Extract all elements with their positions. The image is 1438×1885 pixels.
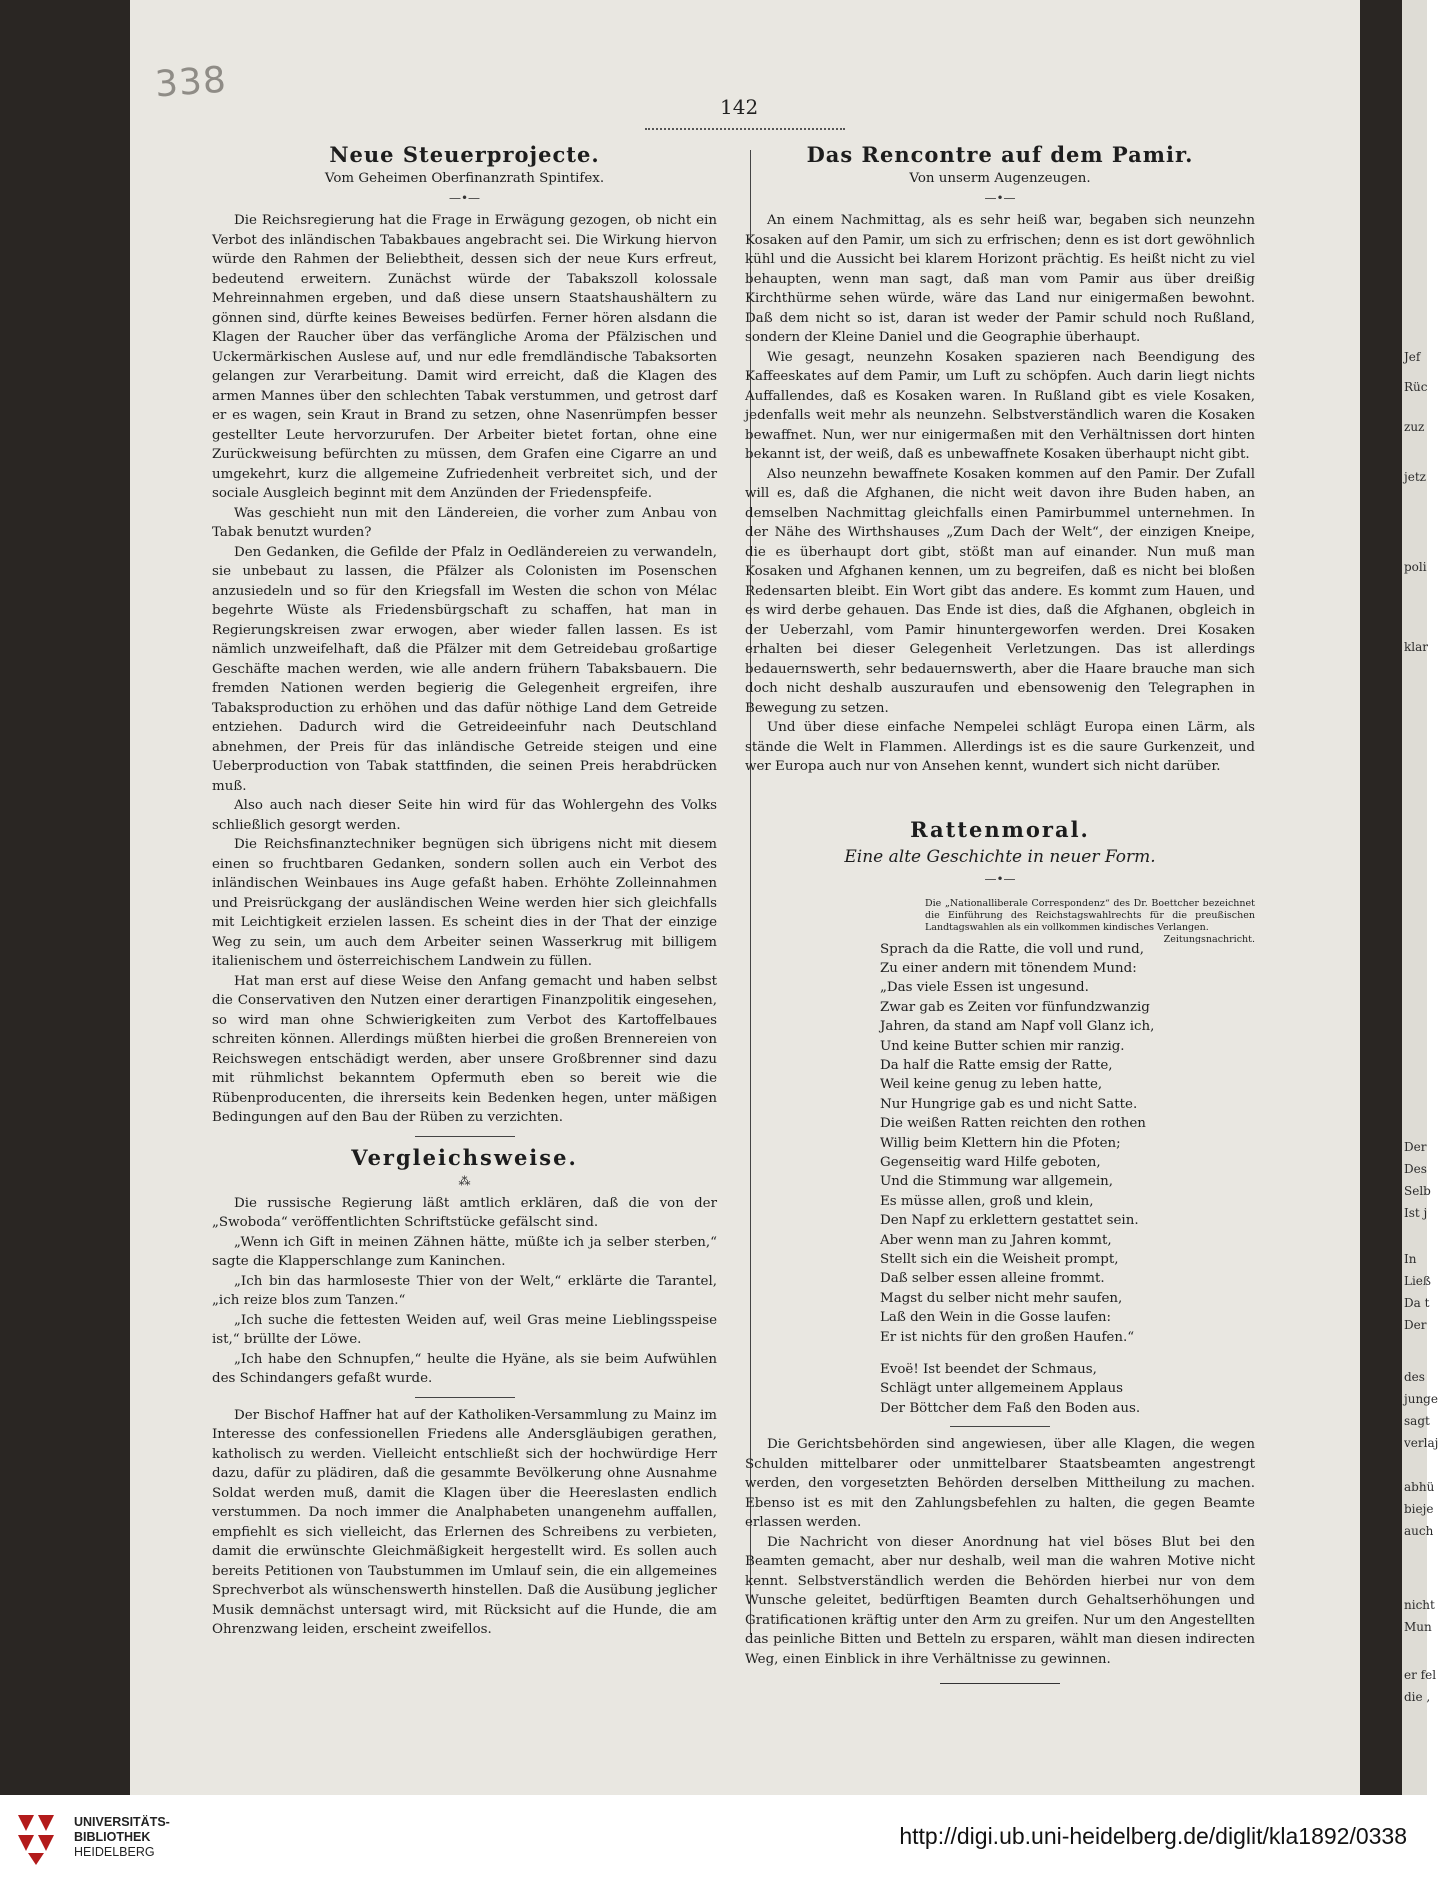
poem-line: Laß den Wein in die Gosse laufen:	[880, 1310, 1112, 1326]
paragraph: Hat man erst auf diese Weise den Anfang gemacht und haben selbst die Conservativen den Nutzen einer derartigen Finanzpolitik eingesehen, so wird man ohne Schwierigkeiten zum Verbot des Kartoffelbaues schreiten können. Allerdings müßten hierbei die großen Brennereien von Reichswegen entschädigt werden, aber unsere Großbrenner sind dazu mit rühmlichst bekanntem Opfermuth eben so bereit wie die Rübenproducenten, die ihrerseits kein Bedenken hegen, unter mäßigen Bedingungen auf den Bau der Rüben zu verzichten.	[212, 973, 717, 1125]
paragraph: „Ich bin das harmloseste Thier von der Welt,“ erklärte die Tarantel, „ich reize blos zum Tanzen.“	[212, 1273, 717, 1308]
strip-fragment: jetz	[1404, 470, 1426, 484]
paragraph: Und über diese einfache Nempelei schlägt Europa einen Lärm, als stände die Welt in Flammen. Allerdings ist es die saure Gurkenzeit, und wer Europa auch nur von Ansehen kennt, wundert sich nicht darüber.	[745, 720, 1255, 774]
strip-fragment: Der	[1404, 1318, 1427, 1332]
poem-line: Stellt sich ein die Weisheit prompt,	[880, 1252, 1119, 1267]
poem-line: Schlägt unter allgemeinem Applaus	[880, 1381, 1124, 1397]
poem	[880, 940, 1255, 1348]
library-line: UNIVERSITÄTS-	[74, 1815, 170, 1829]
poem-line: Und keine Butter schien mir ranzig.	[880, 1038, 1125, 1054]
strip-fragment: Da t	[1404, 1296, 1430, 1310]
library-line: BIBLIOTHEK	[74, 1830, 151, 1844]
paragraph: Wie gesagt, neunzehn Kosaken spazieren nach Beendigung des Kaffeeskates auf dem Pamir, um Luft zu schöpfen. Auch darin liegt nichts Auffallendes, daß es Kosaken waren. In Rußland gibt es viele Kosaken, jedenfalls weit mehr als neunzehn. Selbstverständlich waren die Kosaken bewaffnet. Nun, wer nur einigermaßen mit den Verhältnissen dort hinten bekannt ist, der weiß, daß es unbewaffnete Kosaken überhaupt nicht gibt.	[745, 349, 1255, 462]
strip-fragment: In	[1404, 1252, 1417, 1266]
strip-fragment: auch	[1404, 1524, 1434, 1538]
epigraph-source: Zeitungsnachricht.	[1163, 933, 1255, 945]
section-rule	[415, 1136, 515, 1137]
epigraph-text: Die „Nationalliberale Correspondenz“ des Dr. Boettcher bezeichnet die Einführung des Reichstagswahlrechts für die preußischen Landtagswahlen als ein vollkommen kindisches Verlangen.	[925, 897, 1255, 933]
strip-fragment: Mun	[1404, 1620, 1432, 1634]
library-name	[74, 1815, 170, 1860]
article-subtitle: Eine alte Geschichte in neuer Form.	[844, 846, 1156, 867]
end-rule	[940, 1683, 1060, 1684]
poem-line: Der Böttcher dem Faß den Boden aus.	[880, 1400, 1141, 1416]
footer-bar	[0, 1795, 1427, 1885]
paragraph: Die Nachricht von dieser Anordnung hat viel böses Blut bei den Beamten gemacht, aber nur deshalb, weil man die wahren Motive nicht kennt. Selbstverständlich werden die Behörden hierbei nur von dem Wunsche geleitet, bedürftigen Beamten durch Gehaltserhöhungen und Gratificationen kräftig unter den Arm zu greifen. Nur um den Angestellten das peinliche Bitten und Betteln zu ersparen, wählt man diesen indirecten Weg, einen Einblick in ihre Verhältnisse zu gewinnen.	[745, 1534, 1255, 1667]
strip-fragment: Der	[1404, 1140, 1427, 1154]
article-byline: Von unserm Augenzeugen.	[909, 171, 1091, 186]
paragraph: Der Bischof Haffner hat auf der Katholiken-Versammlung zu Mainz im Interesse des confessionellen Friedens alle Andersgläubigen gerathen, katholisch zu werden. Vielleicht entschließt sich der hochwürdige Herr dazu, dafür zu plädiren, daß die gesammte Bevölkerung ohne Ausnahme Soldat werden muß, damit die Klagen über die Heereslasten endlich verstummen. Da noch immer die Analphabeten unangenehm auffallen, empfiehlt es sich vielleicht, das Erlernen des Schreibens zu verbieten, damit die erwünschte Gleichmäßigkeit hergestellt wird. Es sollen auch bereits Petitionen von Taubstummen im Umlauf sein, die ein allgemeines Sprechverbot als wünschenswerth hinstellen. Daß die Ausübung jeglicher Musik demnächst untersagt wird, mit Rücksicht auf die Hunde, die am Ohrenzwang leiden, erscheint zweifellos.	[212, 1407, 717, 1637]
library-logo-icon	[14, 1809, 60, 1867]
ornament-divider: —•—	[984, 871, 1016, 886]
strip-fragment: zuz	[1404, 420, 1425, 434]
strip-fragment: Ist j	[1404, 1206, 1428, 1220]
poem-line: Zu einer andern mit tönendem Mund:	[880, 960, 1137, 976]
paragraph: Die Reichsfinanztechniker begnügen sich übrigens nicht mit diesem einen so fruchtbaren Gedanken, sondern sollen auch ein Verbot des inländischen Weinbaues ins Auge gefaßt haben. Erhöhte Zolleinnahmen und Preisrückgang der ausländischen Weine werden hier sich gleichfalls mit Leichtigkeit erzielen lassen. Es scheint dies in der That der einzige Weg zu sein, um auch dem Arbeiter seinen Wasserkrug mit billigem italienischem und österreichischem Landwein zu füllen.	[212, 837, 717, 969]
strip-fragment: er fel	[1404, 1668, 1437, 1682]
poem-line: Aber wenn man zu Jahren kommt,	[880, 1232, 1112, 1248]
paragraph: „Wenn ich Gift in meinen Zähnen hätte, müßte ich ja selber sterben,“ sagte die Klapperschlange zum Kaninchen.	[212, 1234, 717, 1269]
ornament-divider: —•—	[984, 191, 1016, 205]
article-title: Rattenmoral.	[910, 816, 1090, 842]
article-title: Neue Steuerprojecte.	[329, 142, 600, 167]
paragraph: „Ich suche die fettesten Weiden auf, weil Gras meine Lieblingsspeise ist,“ brüllte der Löwe.	[212, 1312, 717, 1347]
strip-fragment: klar	[1404, 640, 1428, 654]
poem-line: Den Napf zu erklettern gestattet sein.	[880, 1213, 1139, 1229]
strip-fragment: verlaj	[1404, 1436, 1438, 1450]
poem-line: „Das viele Essen ist ungesund.	[880, 980, 1089, 996]
paragraph: Was geschieht nun mit den Ländereien, die vorher zum Anbau von Tabak benutzt wurden?	[212, 505, 717, 540]
ornament-divider: ⁂	[458, 1173, 471, 1188]
paragraph: „Ich habe den Schnupfen,“ heulte die Hyäne, als sie beim Aufwühlen des Schindangers gefaßt wurde.	[212, 1351, 717, 1386]
page-number: 142	[720, 95, 759, 119]
paragraph: An einem Nachmittag, als es sehr heiß war, begaben sich neunzehn Kosaken auf den Pamir, um sich zu erfrischen; denn es ist dort gewöhnlich kühl und die Aussicht bei klarem Horizont prächtig. Es heißt nicht zu viel behaupten, wenn man sagt, daß man vom Pamir aus über dreißig Kirchthürme sehen würde, wäre das Land nur einigermaßen bewohnt. Daß dem nicht so ist, daran ist weder der Pamir schuld noch Rußland, sondern der Kleine Daniel und die Geographie überhaupt.	[745, 213, 1255, 345]
paragraph: Die Reichsregierung hat die Frage in Erwägung gezogen, ob nicht ein Verbot des inländischen Tabakbaues angebracht sei. Die Wirkung hiervon würde den Rahmen der Beliebtheit, dessen sich der neue Kurs erfreut, bedeutend erweitern. Zunächst würde der Tabakszoll kolossale Mehreinnahmen ergeben, und daß diese unsern Staatshaushältern zu gönnen sind, dürfte keines Beweises bedürfen. Ferner hören alsdann die Klagen der Raucher über das verfängliche Aroma der Pfälzischen und Uckermärkischen Auslese auf, und nur edle fremdländische Tabaksorten gelangen zur Verarbeitung. Damit wird erreicht, daß die Klagen des armen Mannes über den schlechten Tabak verstummen, und getrost darf er es wagen, sein Kraut in Brand zu setzen, ohne Nasenrümpfen besser gestellter Leute hervorzurufen. Der Arbeiter bietet fortan, ohne eine Zurückweisung befürchten zu müssen, dem Grafen eine Cigarre an und umgekehrt, kurz die allgemeine Zufriedenheit verbreitet sich, und der sociale Ausgleich beginnt mit dem Anzünden der Friedenspfeife.	[212, 213, 717, 501]
right-column	[745, 142, 1255, 1684]
left-column	[212, 142, 717, 1640]
strip-fragment: des	[1404, 1370, 1425, 1384]
strip-fragment: bieje	[1404, 1502, 1434, 1516]
strip-fragment: Des	[1404, 1162, 1427, 1176]
strip-fragment: poli	[1404, 560, 1427, 574]
epigraph	[925, 897, 1255, 945]
poem-line: Es müsse allen, groß und klein,	[880, 1193, 1094, 1209]
section-rule	[950, 1426, 1050, 1427]
strip-fragment: sagt	[1404, 1414, 1430, 1428]
strip-fragment: nicht	[1404, 1598, 1435, 1612]
poem-line: Und die Stimmung war allgemein,	[880, 1174, 1114, 1190]
poem-line: Zwar gab es Zeiten vor fünfundzwanzig	[880, 999, 1150, 1015]
poem-line: Da half die Ratte emsig der Ratte,	[880, 1057, 1113, 1073]
strip-fragment: Rüc	[1404, 380, 1428, 394]
paragraph: Den Gedanken, die Gefilde der Pfalz in Oedländereien zu verwandeln, sie unbebaut zu lassen, die Pfälzer als Colonisten im Posenschen anzusiedeln und so für den Kriegsfall im Westen die schon von Mélac begehrte Wüste als Friedensbürgschaft zu schaffen, hat man in Regierungskreisen zwar erwogen, aber wieder fallen lassen. Es ist nämlich unzweifelhaft, daß die Pfälzer mit dem Getreidebau großartige Geschäfte machen werden, wie alle andern frühern Tabaksbauern. Die fremden Nationen werden begierig die Gelegenheit ergreifen, ihre Tabaksproduction zu erhöhen und das dafür nöthige Land dem Getreide entziehen. Dadurch wird die Getreideeinfuhr nach Deutschland abnehmen, der Preis für das inländische Getreide steigen und eine Ueberproduction von Tabak stattfinden, die seinen Preis herabdrücken muß.	[212, 544, 717, 794]
poem-line: Magst du selber nicht mehr saufen,	[880, 1290, 1123, 1306]
poem-line: Jahren, da stand am Napf voll Glanz ich,	[880, 1019, 1155, 1035]
paragraph: Die Gerichtsbehörden sind angewiesen, über alle Klagen, die wegen Schulden mittelbarer oder unmittelbarer Staatsbeamten angestrengt werden, den vorgesetzten Behörden derselben Mittheilung zu machen. Ebenso ist es mit den Zahlungsbefehlen zu halten, die gegen Beamte erlassen werden.	[745, 1437, 1255, 1531]
poem-line: Evoë! Ist beendet der Schmaus,	[880, 1362, 1097, 1378]
paragraph: Also auch nach dieser Seite hin wird für das Wohlergehn des Volks schließlich gesorgt werden.	[212, 798, 717, 833]
strip-fragment: die ,	[1404, 1690, 1431, 1704]
article-title: Vergleichsweise.	[351, 1144, 578, 1170]
poem-line: Sprach da die Ratte, die voll und rund,	[880, 941, 1144, 957]
poem-line: Willig beim Klettern hin die Pfoten;	[880, 1135, 1121, 1151]
section-rule	[415, 1397, 515, 1398]
poem-line: Nur Hungrige gab es und nicht Satte.	[880, 1096, 1138, 1112]
strip-fragment: Jef	[1404, 350, 1421, 364]
poem-line: Er ist nichts für den großen Haufen.“	[880, 1329, 1135, 1345]
paragraph: Die russische Regierung läßt amtlich erklären, daß die von der „Swoboda“ veröffentlichten Schriftstücke gefälscht sind.	[212, 1195, 717, 1230]
poem-line: Die weißen Ratten reichten den rothen	[880, 1116, 1146, 1132]
poem-ending	[880, 1360, 1255, 1418]
paragraph: Also neunzehn bewaffnete Kosaken kommen auf den Pamir. Der Zufall will es, daß die Afghanen, die nicht weit davon ihre Buden haben, an demselben Nachmittag gleichfalls einen Pamirbummel unternehmen. In der Nähe des Wirthshauses „Zum Dach der Welt“, der einzigen Kneipe, die es überhaupt dort gibt, stößt man auf einander. Nun muß man Kosaken und Afghanen kennen, um zu begreifen, daß es nicht bei bloßen Redensarten bleibt. Ein Wort gibt das andere. Es kommt zum Hauen, und es wird derbe gehauen. Das Ende ist dies, daß die Afghanen, obgleich in der Ueberzahl, vom Pamir hinuntergeworfen werden. Drei Kosaken erhalten bei dieser Gelegenheit Verletzungen. Das ist allerdings bedauernswerth, sehr bedauernswerth, aber die Haare brauche man sich doch nicht deshalb auszuraufen und ebensowenig den Telegraphen in Bewegung zu setzen.	[745, 466, 1255, 716]
poem-line: Gegenseitig ward Hilfe geboten,	[880, 1154, 1101, 1170]
source-url-link[interactable]: http://digi.ub.uni-heidelberg.de/diglit/kla1892/0338	[899, 1823, 1407, 1849]
strip-fragment: junge	[1404, 1392, 1438, 1406]
page-number-rule	[645, 122, 845, 130]
ornament-divider: —•—	[448, 191, 481, 205]
strip-fragment: abhü	[1404, 1480, 1435, 1494]
article-title: Das Rencontre auf dem Pamir.	[806, 142, 1194, 167]
strip-fragment: Selb	[1404, 1184, 1431, 1198]
poem-line: Weil keine genug zu leben hatte,	[880, 1077, 1103, 1093]
pencil-annotation: 338	[153, 59, 229, 106]
strip-fragment: Ließ	[1404, 1274, 1431, 1288]
library-line: HEIDELBERG	[74, 1845, 155, 1859]
article-byline: Vom Geheimen Oberfinanzrath Spintifex.	[324, 171, 605, 186]
poem-line: Daß selber essen alleine frommt.	[880, 1271, 1105, 1287]
adjacent-page-strip	[1402, 0, 1438, 1795]
